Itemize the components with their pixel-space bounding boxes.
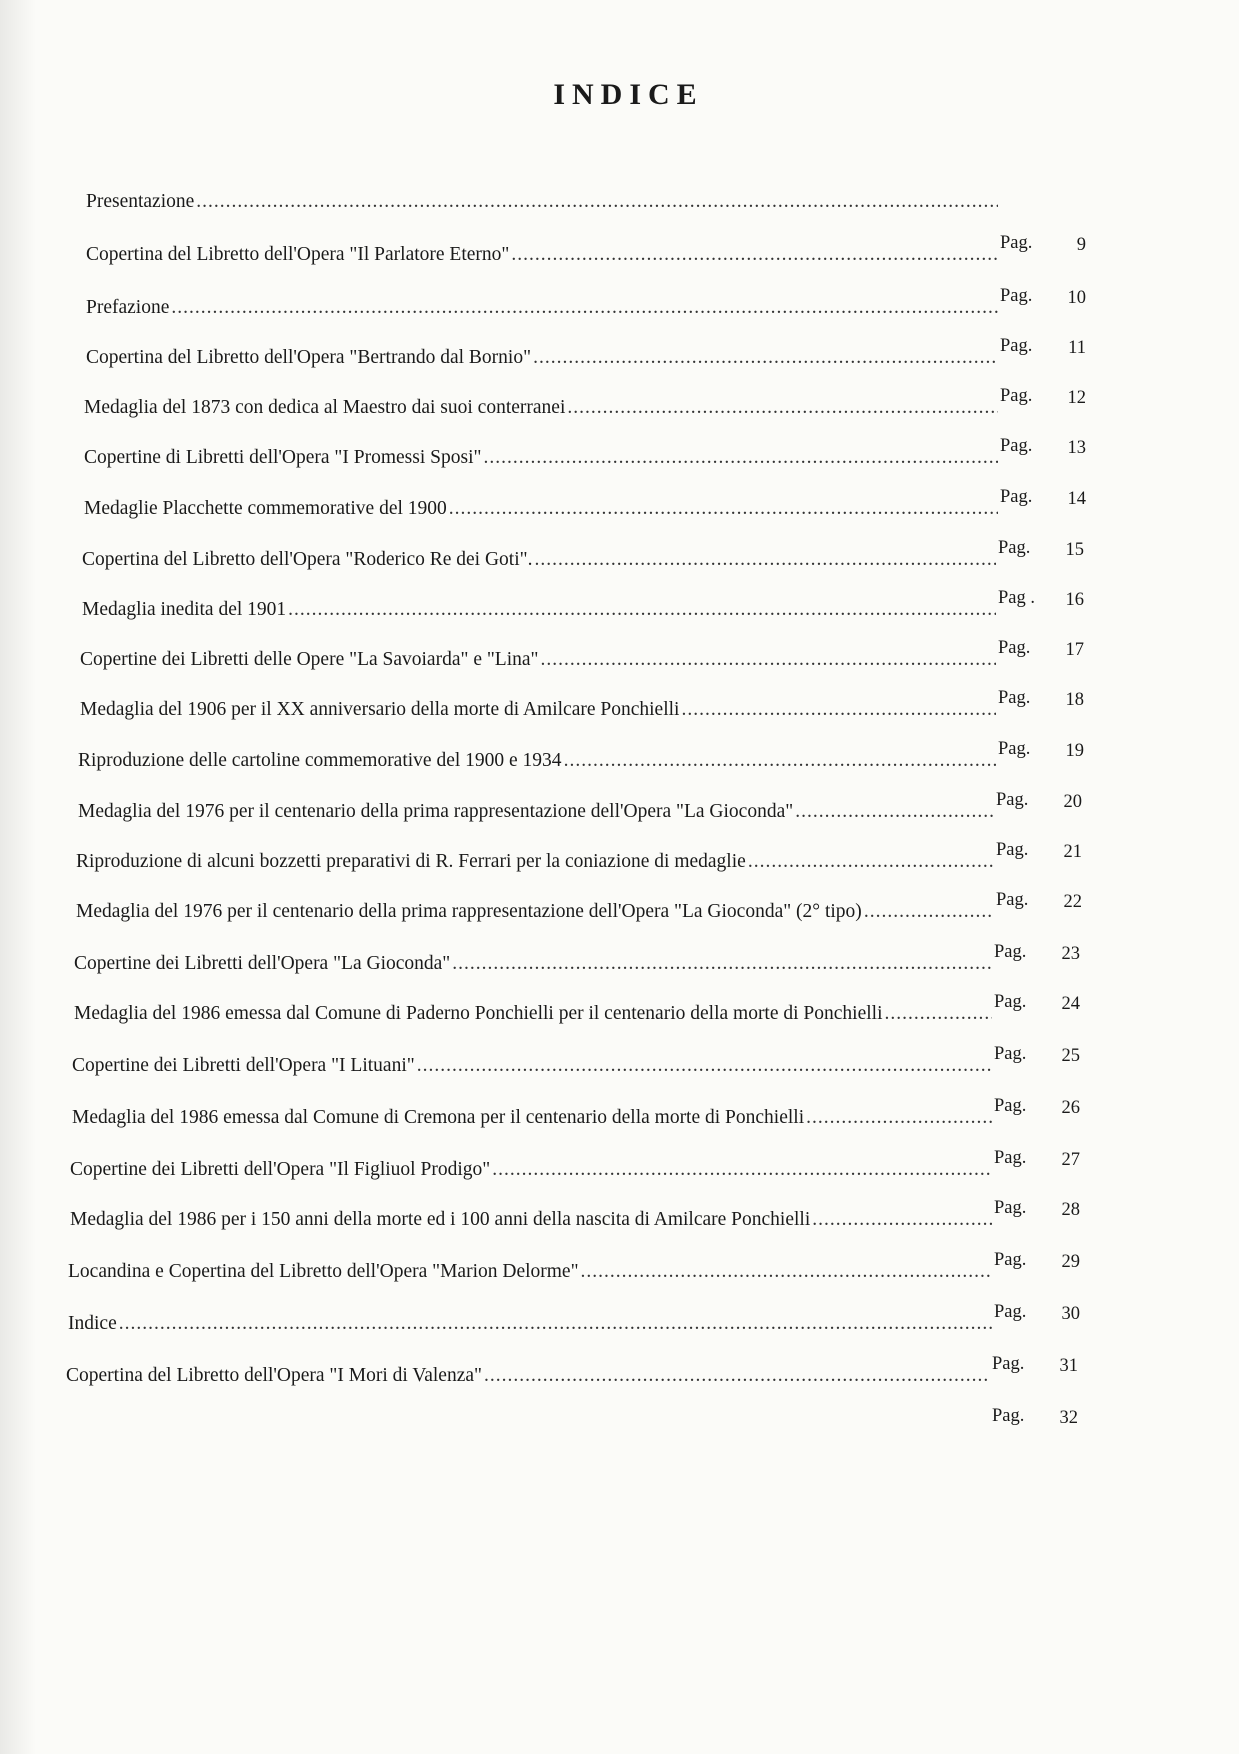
dot-leader (533, 346, 998, 370)
dot-leader (534, 548, 996, 572)
toc-entry-pag-label: Pag. (994, 942, 1027, 962)
dot-leader (812, 1208, 992, 1232)
toc-entry (86, 336, 1086, 370)
toc-entry-pag-label: Pag. (994, 1148, 1027, 1168)
toc-entry-title: Medaglia del 1986 emessa dal Comune di Cremona per il centenario della morte di Ponchielli (72, 1107, 805, 1128)
toc-entry (84, 386, 1086, 420)
toc-entry-title: Copertina del Libretto dell'Opera "Roderico Re dei Goti". (82, 549, 533, 570)
dot-leader (564, 749, 996, 773)
toc-entry-pag-label: Pag. (1000, 436, 1033, 456)
toc-entry-page-number: 17 (1065, 640, 1084, 660)
toc-entry-title: Medaglia del 1976 per il centenario della prima rappresentazione dell'Opera "La Gioconda" (2° tipo) (76, 901, 862, 922)
page-title: INDICE (553, 78, 704, 111)
toc-entry (66, 1406, 1078, 1440)
toc-entry-title: Copertine dei Libretti delle Opere "La Savoiarda" e "Lina" (80, 649, 539, 670)
dot-leader (484, 1364, 990, 1388)
dot-leader (567, 396, 998, 420)
toc-entry-pag-label: Pag. (998, 638, 1031, 658)
toc-entry-pag-label: Pag. (1000, 487, 1033, 507)
toc-entry (86, 233, 1086, 267)
toc-entry-page-number: 18 (1065, 690, 1084, 710)
toc-entry-title: Copertine dei Libretti dell'Opera "La Gioconda" (74, 953, 451, 974)
toc-entry-pag-label: Pag. (996, 790, 1029, 810)
toc-entry (82, 538, 1084, 572)
toc-entry-title: Copertina del Libretto dell'Opera "Il Parlatore Eterno" (86, 244, 510, 265)
toc-entry-pag-label: Pag. (992, 1354, 1025, 1374)
toc-entry (82, 588, 1084, 622)
toc-entry-pag-label: Pag. (998, 688, 1031, 708)
toc-entry (68, 1302, 1080, 1336)
toc-entry (66, 1354, 1078, 1388)
toc-entry-page-number: 11 (1068, 338, 1086, 358)
toc-entry-page-number: 14 (1067, 489, 1086, 509)
toc-entry-page-number: 16 (1065, 590, 1084, 610)
toc-entry-page-number: 10 (1067, 288, 1086, 308)
toc-entry-page-number: 25 (1061, 1046, 1080, 1066)
dot-leader (119, 1312, 992, 1336)
toc-entry-pag-label: Pag. (994, 1044, 1027, 1064)
dot-leader (449, 497, 998, 521)
toc-entry-pag-label: Pag. (992, 1406, 1025, 1426)
dot-leader (795, 800, 994, 824)
toc-entry-pag-label: Pag. (996, 840, 1029, 860)
toc-entry-page-number: 31 (1059, 1356, 1078, 1376)
toc-entry-title: Medaglia del 1986 emessa dal Comune di Paderno Ponchielli per il centenario della morte di Ponchielli (74, 1003, 883, 1024)
toc-entry-title: Locandina e Copertina del Libretto dell'Opera "Marion Delorme" (68, 1261, 579, 1282)
toc-entry (70, 1198, 1080, 1232)
toc-entry-page-number: 12 (1067, 388, 1086, 408)
toc-entry-title: Copertina del Libretto dell'Opera "Bertrando dal Bornio" (86, 347, 532, 368)
toc-entry-page-number: 24 (1061, 994, 1080, 1014)
dot-leader (885, 1002, 993, 1026)
toc-entry-title: Riproduzione delle cartoline commemorative del 1900 e 1934 (78, 750, 562, 771)
toc-entry-page-number: 22 (1063, 892, 1082, 912)
dot-leader (511, 243, 998, 267)
toc-entry-pag-label: Pag. (994, 992, 1027, 1012)
dot-leader (748, 850, 994, 874)
toc-entry (74, 992, 1080, 1026)
toc-entry-title: Medaglia del 1906 per il XX anniversario della morte di Amilcare Ponchielli (80, 699, 680, 720)
dot-leader (681, 698, 996, 722)
toc-entry-page-number: 9 (1076, 235, 1086, 255)
toc-entry-page-number: 28 (1061, 1200, 1080, 1220)
toc-entry-title: Medaglia del 1986 per i 150 anni della morte ed i 100 anni della nascita di Amilcare Ponchielli (70, 1209, 811, 1230)
toc-entry-page-number: 20 (1063, 792, 1082, 812)
toc-entry (72, 1096, 1080, 1130)
toc-entry-title: Presentazione (86, 191, 195, 212)
toc-entry-pag-label: Pag. (996, 890, 1029, 910)
toc-entry-page-number: 26 (1061, 1098, 1080, 1118)
toc-entry (80, 638, 1084, 672)
toc-entry-page-number: 21 (1063, 842, 1082, 862)
dot-leader (288, 598, 996, 622)
toc-entry (84, 436, 1086, 470)
toc-entry-pag-label: Pag. (998, 538, 1031, 558)
dot-leader (541, 648, 997, 672)
toc-entry-page-number: 23 (1061, 944, 1080, 964)
toc-entry-page-number: 15 (1065, 540, 1084, 560)
toc-entry (74, 942, 1080, 976)
dot-leader (492, 1158, 992, 1182)
toc-entry-pag-label: Pag. (1000, 286, 1033, 306)
toc-entry-title: Copertina del Libretto dell'Opera "I Mori di Valenza" (66, 1365, 482, 1386)
dot-leader (864, 900, 994, 924)
toc-entry-page-number: 13 (1067, 438, 1086, 458)
toc-entry-title: Medaglie Placchette commemorative del 1900 (84, 498, 447, 519)
toc-entry-page-number: 30 (1061, 1304, 1080, 1324)
toc-entry-pag-label: Pag. (1000, 386, 1033, 406)
toc-entry (68, 1250, 1080, 1284)
toc-entry-pag-label: Pag. (1000, 233, 1033, 253)
toc-entry-title: Prefazione (86, 297, 170, 318)
toc-entry-title: Medaglia del 1976 per il centenario della prima rappresentazione dell'Opera "La Gioconda" (78, 801, 794, 822)
toc-entry-pag-label: Pag. (994, 1250, 1027, 1270)
toc-entry-pag-label: Pag. (994, 1096, 1027, 1116)
toc-entry (84, 487, 1086, 521)
toc-entry-page-number: 27 (1061, 1150, 1080, 1170)
toc-entry (70, 1148, 1080, 1182)
dot-leader (452, 952, 992, 976)
dot-leader (417, 1054, 992, 1078)
toc-entry-pag-label: Pag. (1000, 336, 1033, 356)
toc-entry-page-number: 19 (1065, 741, 1084, 761)
dot-leader (483, 446, 998, 470)
toc-entry (76, 890, 1082, 924)
toc-entry-title: Indice (68, 1313, 117, 1334)
toc-entry-title: Medaglia inedita del 1901 (82, 599, 287, 620)
toc-entry (78, 739, 1084, 773)
toc-entry (78, 790, 1082, 824)
toc-entry-title: Copertine dei Libretti dell'Opera "I Lituani" (72, 1055, 415, 1076)
toc-entry-page-number: 32 (1059, 1408, 1078, 1428)
toc-entry-title: Medaglia del 1873 con dedica al Maestro dai suoi conterranei (84, 397, 566, 418)
toc-entry-title: Copertine dei Libretti dell'Opera "Il Figliuol Prodigo" (70, 1159, 491, 1180)
dot-leader (806, 1106, 992, 1130)
dot-leader (171, 296, 998, 320)
toc-entry-page-number: 29 (1061, 1252, 1080, 1272)
toc-entry-pag-label: Pag. (998, 739, 1031, 759)
toc-entry-pag-label: Pag. (994, 1198, 1027, 1218)
toc-entry (72, 1044, 1080, 1078)
toc-entry-pag-label: Pag. (994, 1302, 1027, 1322)
dot-leader (581, 1260, 992, 1284)
toc-entry-title: Riproduzione di alcuni bozzetti preparativi di R. Ferrari per la coniazione di medaglie (76, 851, 746, 872)
toc-entry (76, 840, 1082, 874)
toc-entry-title: Copertine di Libretti dell'Opera "I Promessi Sposi" (84, 447, 482, 468)
toc-entry-pag-label: Pag . (998, 588, 1035, 608)
toc-entry (80, 688, 1084, 722)
toc-entry (86, 286, 1086, 320)
dot-leader (196, 190, 998, 214)
toc-entry (86, 190, 1086, 214)
